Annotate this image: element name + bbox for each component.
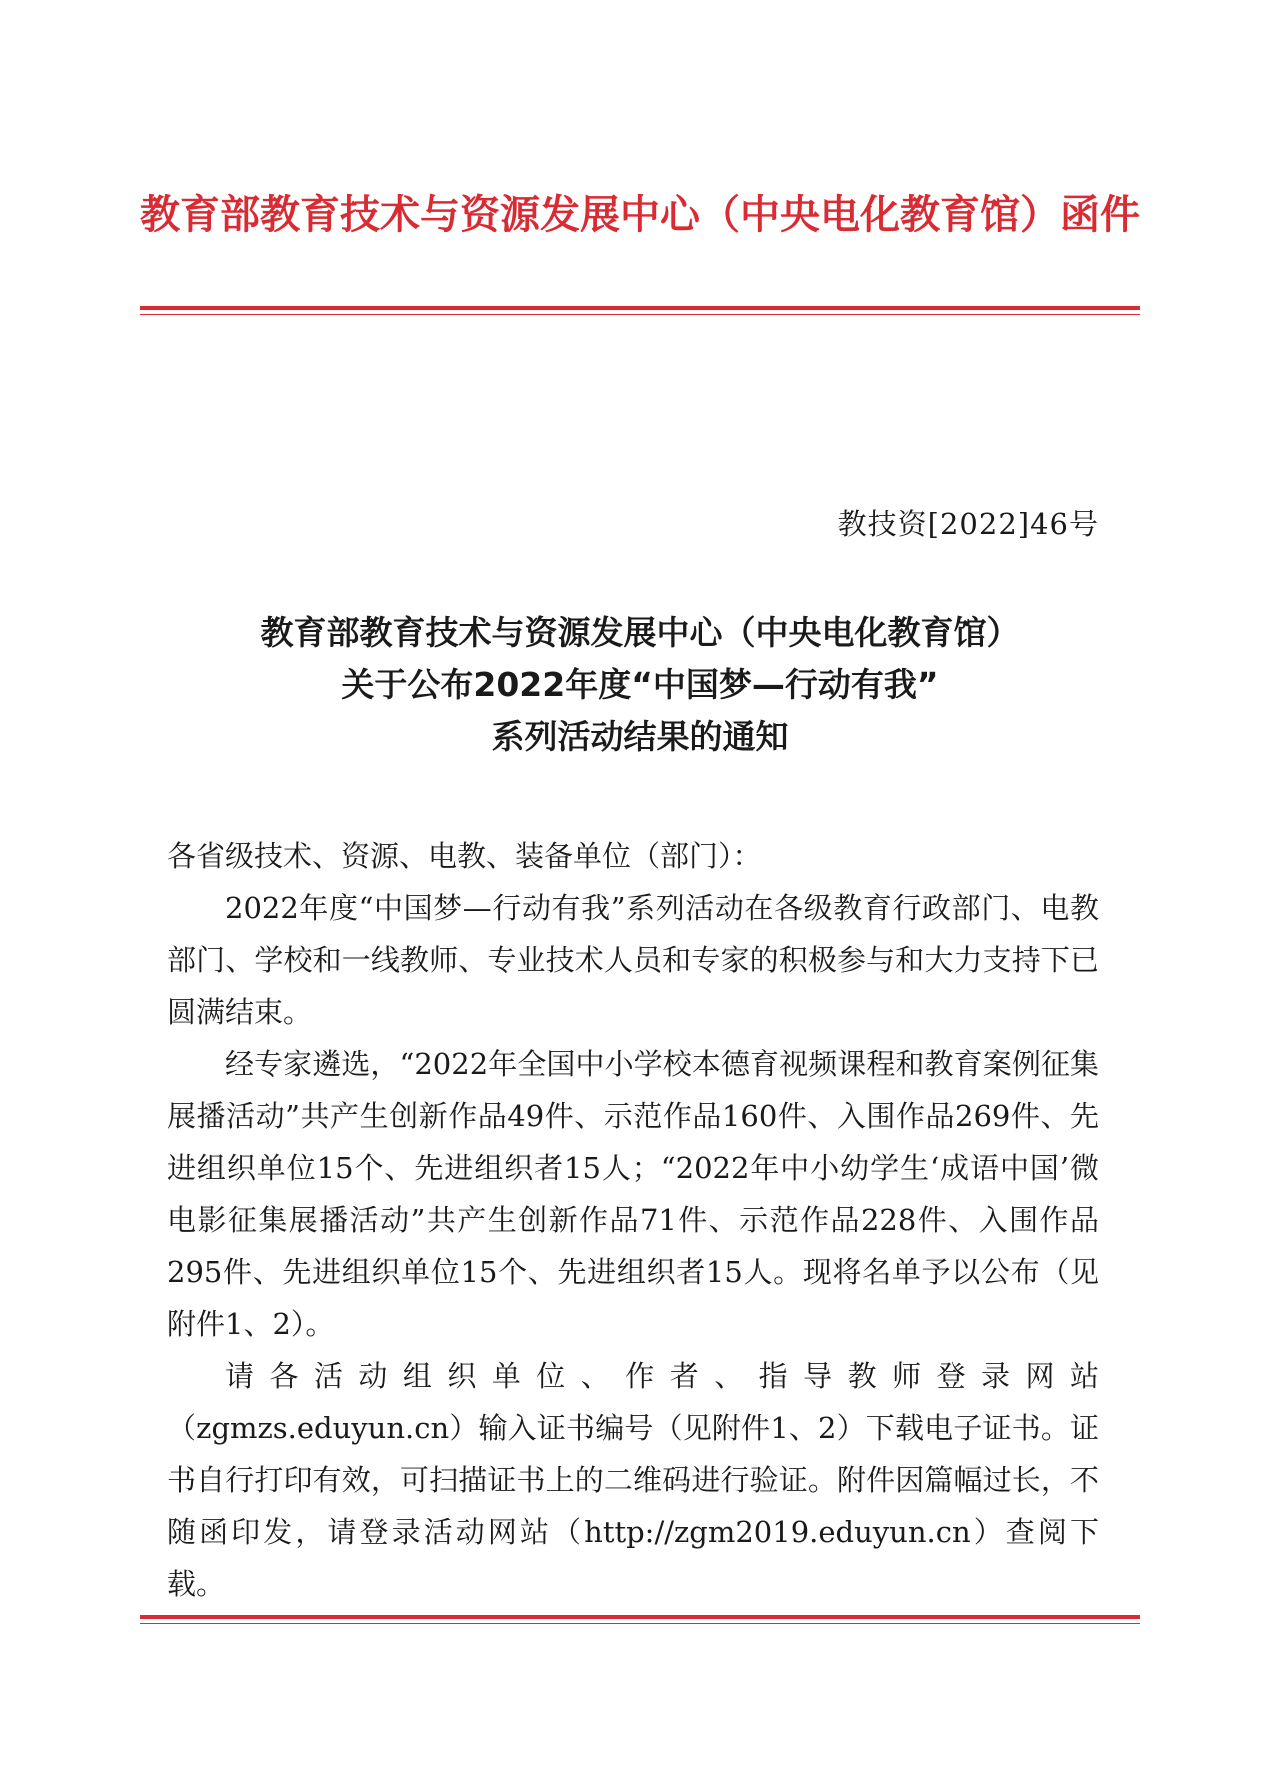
footer-divider: [140, 1615, 1140, 1624]
body-paragraph-2: 经专家遴选，“2022年全国中小学校本德育视频课程和教育案例征集展播活动”共产生创新作品49件、示范作品160件、入围作品269件、先进组织单位15个、先进组织者15人；“2022年中小幼学生‘成语中国’微电影征集展播活动”共产生创新作品71件、示范作品228件、入围作品295件、先进组织单位15个、先进组织者15人。现将名单予以公布（见附件1、2）。: [167, 1047, 1099, 1341]
notice-body: [167, 830, 1099, 1610]
notice-title-line-2: 关于公布2022年度“中国梦—行动有我”: [341, 665, 939, 704]
divider-thick-line: [140, 306, 1140, 310]
document-number: 教技资[2022]46号: [837, 507, 1099, 541]
notice-title-line-3: 系列活动结果的通知: [491, 717, 789, 756]
body-paragraph-1: 2022年度“中国梦—行动有我”系列活动在各级教育行政部门、电教部门、学校和一线教师、专业技术人员和专家的积极参与和大力支持下已圆满结束。: [167, 891, 1099, 1029]
footer-divider-thin-line: [140, 1623, 1140, 1624]
notice-title: [140, 607, 1140, 763]
footer-divider-thick-line: [140, 1615, 1140, 1619]
divider-thin-line: [140, 314, 1140, 315]
letterhead-divider: [140, 306, 1140, 315]
letterhead-title: 教育部教育技术与资源发展中心（中央电化教育馆）函件: [140, 192, 1140, 238]
notice-title-line-1: 教育部教育技术与资源发展中心（中央电化教育馆）: [260, 613, 1020, 652]
body-paragraph-3: 请各活动组织单位、作者、指导教师登录网站（zgmzs.eduyun.cn）输入证书编号（见附件1、2）下载电子证书。证书自行打印有效，可扫描证书上的二维码进行验证。附件因篇幅过长，不随函印发，请登录活动网站（http://zgm2019.eduyun.cn）查阅下载。: [167, 1359, 1099, 1601]
salutation: 各省级技术、资源、电教、装备单位（部门）：: [167, 839, 762, 873]
